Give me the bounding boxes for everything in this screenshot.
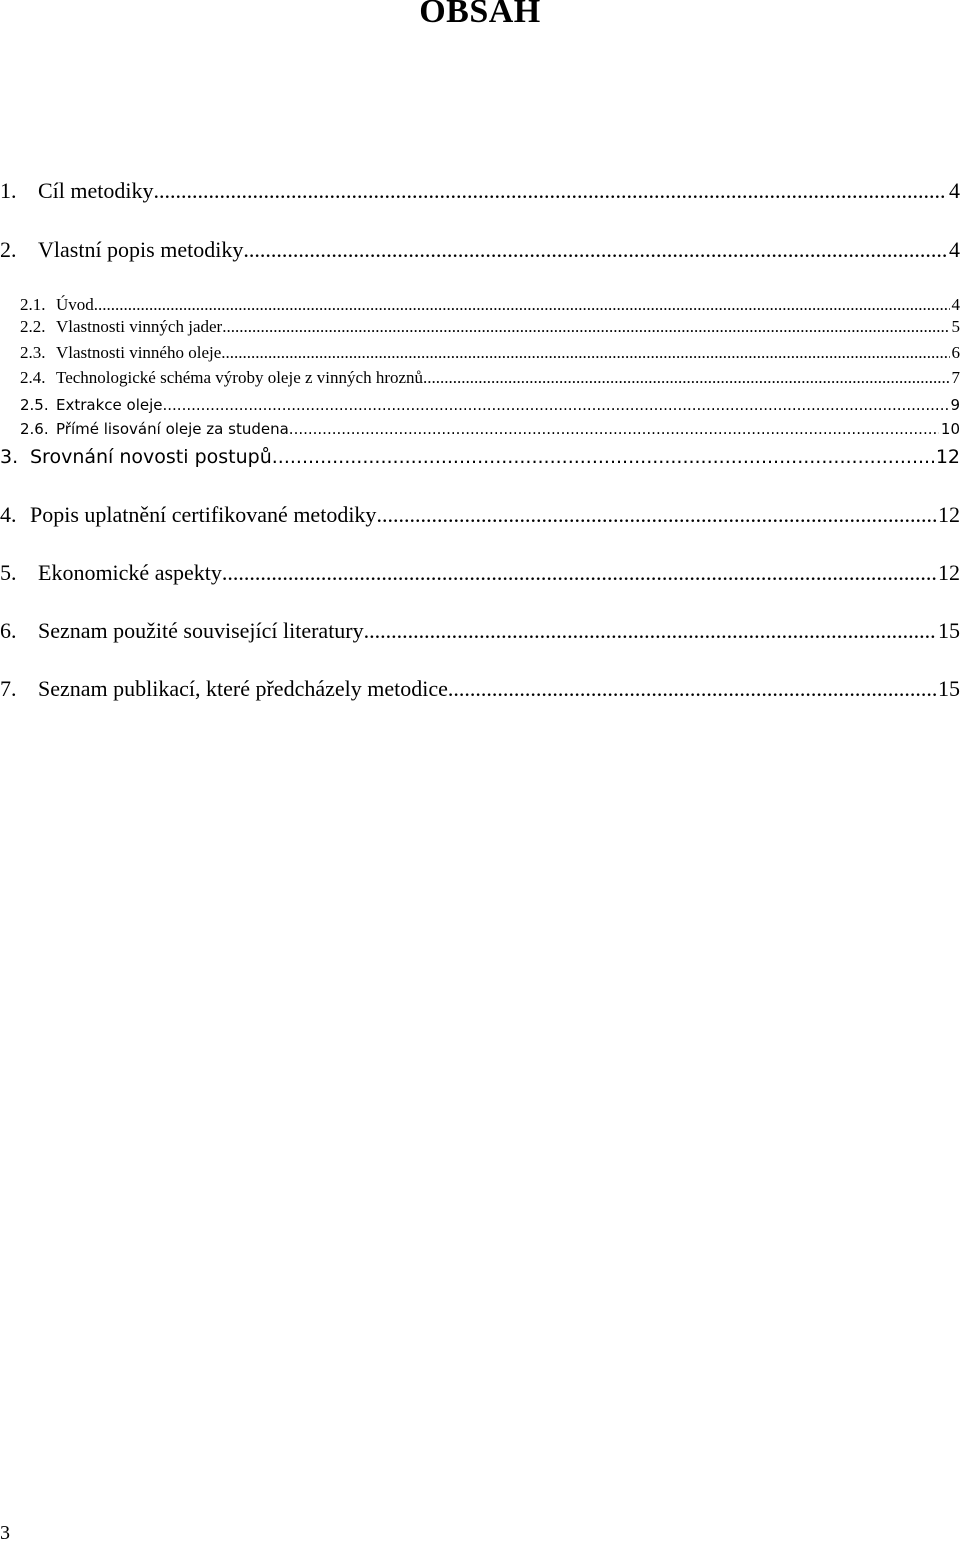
toc-entry-page: 12: [938, 502, 960, 527]
toc-entry-leader: [222, 317, 949, 337]
toc-entry-title: Úvod: [56, 295, 94, 314]
toc-entry[interactable]: [0, 368, 960, 388]
toc-entry-leader: [448, 676, 936, 702]
toc-entry-title: Seznam publikací, které předcházely metodice: [38, 676, 448, 701]
toc-entry-page: 4: [949, 237, 960, 262]
toc-entry-number: 2.6.: [20, 420, 49, 438]
toc-entry-title: Vlastní popis metodiky: [38, 237, 244, 262]
toc-entry-leader: [221, 343, 949, 363]
toc-entry[interactable]: [0, 560, 960, 586]
toc-entry-title: Technologické schéma výroby oleje z vinných hroznů: [56, 368, 424, 387]
toc-entry[interactable]: [0, 419, 960, 439]
toc-entry-title: Seznam použité související literatury: [38, 618, 364, 643]
toc-entry-leader: [364, 618, 936, 644]
toc-entry-number: 4.: [0, 502, 17, 527]
toc-entry-title: Srovnání novosti postupů: [30, 446, 272, 468]
toc-entry-title: Přímé lisování oleje za studena: [56, 420, 289, 438]
toc-entry-leader: [423, 368, 949, 388]
toc-entry-number: 5.: [0, 560, 17, 585]
toc-entry-number: 2.4.: [20, 368, 46, 387]
toc-entry-title: Ekonomické aspekty: [38, 560, 222, 585]
toc-entry[interactable]: [0, 317, 960, 337]
toc-entry-leader: [376, 502, 936, 528]
toc-entry-leader: [154, 178, 948, 204]
toc-entry[interactable]: [0, 676, 960, 702]
toc-entry-number: 1.: [0, 178, 17, 203]
toc-entry[interactable]: [0, 618, 960, 644]
toc-entry-leader: [94, 295, 950, 315]
toc-entry[interactable]: [0, 237, 960, 263]
toc-entry-number: 6.: [0, 618, 17, 643]
toc-entry[interactable]: [0, 444, 960, 470]
toc-entry-number: 2.1.: [20, 295, 46, 314]
toc-entry[interactable]: [0, 178, 960, 204]
page-title: OBSAH: [419, 0, 541, 30]
toc-entry[interactable]: [0, 395, 960, 415]
toc-entry-title: Cíl metodiky: [38, 178, 154, 203]
toc-entry-number: 2.2.: [20, 317, 46, 336]
toc-entry-page: 5: [951, 317, 960, 336]
toc-entry-number: 2.: [0, 237, 17, 262]
toc-entry-page: 4: [951, 295, 960, 314]
toc-entry-number: 7.: [0, 676, 17, 701]
toc-entry-number: 2.3.: [20, 343, 46, 362]
toc-entry-title: Vlastnosti vinného oleje: [56, 343, 222, 362]
toc-entry-page: 12: [935, 446, 960, 468]
toc-entry-page: 4: [949, 178, 960, 203]
toc-entry-page: 12: [938, 560, 960, 585]
toc-entry-page: 7: [951, 368, 960, 387]
toc-entry-page: 15: [938, 676, 960, 701]
toc-entry[interactable]: [0, 343, 960, 363]
toc-entry-leader: [272, 444, 934, 470]
toc-entry-page: 9: [950, 396, 960, 414]
toc-entry-leader: [163, 395, 949, 415]
toc-entry-leader: [243, 237, 947, 263]
toc-entry-number: 2.5.: [20, 396, 49, 414]
toc-entry-page: 15: [938, 618, 960, 643]
toc-entry-title: Popis uplatnění certifikované metodiky: [30, 502, 377, 527]
toc-entry-number: 3.: [0, 446, 19, 468]
toc-entry-page: 10: [940, 420, 960, 438]
toc-entry-title: Vlastnosti vinných jader: [56, 317, 223, 336]
toc-entry[interactable]: [0, 502, 960, 528]
toc-entry-leader: [289, 419, 939, 439]
toc-entry-title: Extrakce oleje: [56, 396, 163, 414]
toc-entry-leader: [222, 560, 936, 586]
page-number: 3: [0, 1522, 10, 1544]
toc-entry-page: 6: [951, 343, 960, 362]
toc-entry[interactable]: [0, 295, 960, 315]
